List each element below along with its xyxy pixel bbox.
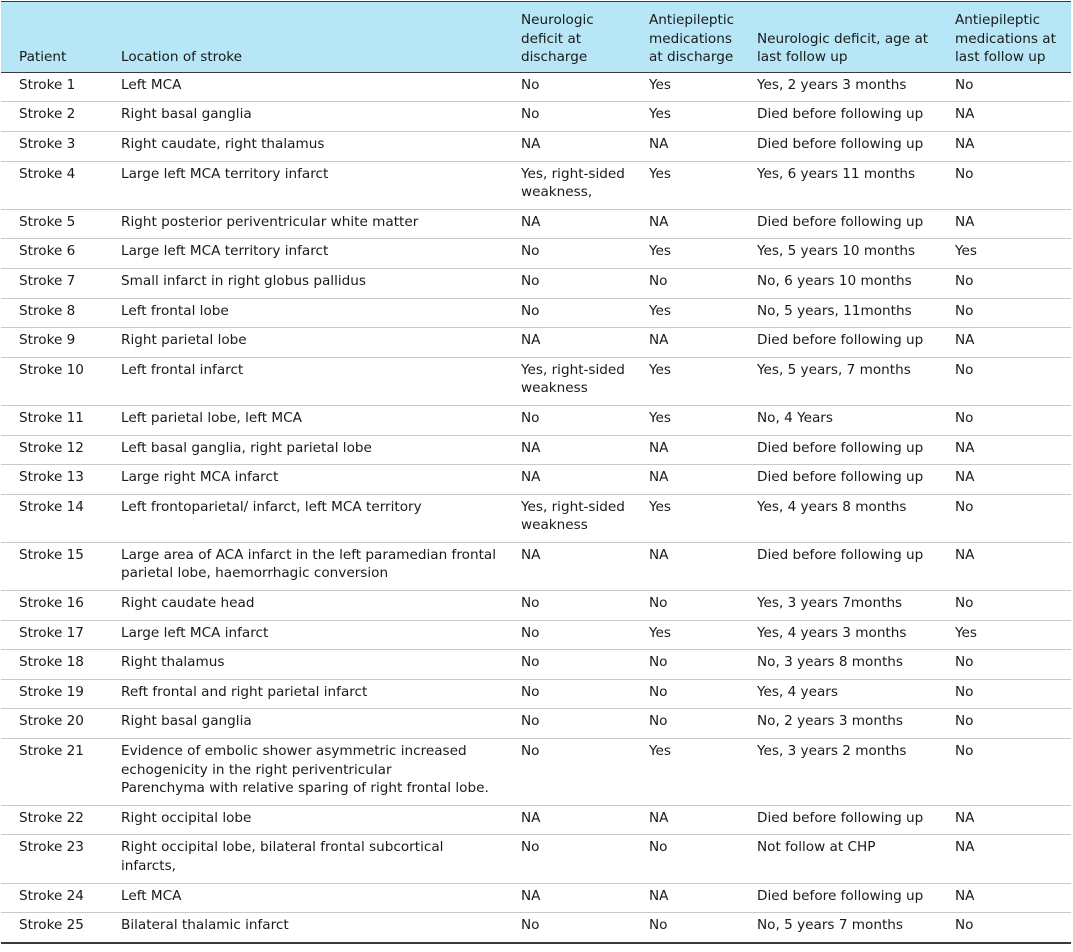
meds-followup-cell: NA — [938, 131, 1071, 161]
location-cell: Small infarct in right globus pallidus — [103, 268, 503, 298]
meds-followup-cell: No — [938, 268, 1071, 298]
meds-followup-cell: No — [938, 72, 1071, 102]
deficit-discharge-cell: No — [503, 835, 631, 883]
table-row — [1, 435, 1071, 465]
deficit-followup-cell: Yes, 4 years 8 months — [739, 494, 938, 542]
deficit-discharge-cell: NA — [503, 805, 631, 835]
deficit-followup-cell: Died before following up — [739, 435, 938, 465]
meds-discharge-cell: No — [631, 268, 739, 298]
deficit-discharge-cell: Yes, right-sided weakness, — [503, 161, 631, 209]
meds-followup-cell: No — [938, 709, 1071, 739]
location-cell: Large area of ACA infarct in the left paramedian frontal parietal lobe, haemorrhagic conversion — [103, 542, 503, 590]
location-cell: Right basal ganglia — [103, 709, 503, 739]
header-neurologic-deficit-last-follow-up: Neurologic deficit, age at last follow up — [739, 2, 938, 73]
deficit-discharge-cell: No — [503, 620, 631, 650]
patient-cell: Stroke 6 — [1, 239, 103, 269]
patient-cell: Stroke 1 — [1, 72, 103, 102]
patient-cell: Stroke 16 — [1, 591, 103, 621]
table-row — [1, 739, 1071, 806]
table-row — [1, 268, 1071, 298]
location-cell: Left parietal lobe, left MCA — [103, 405, 503, 435]
location-cell: Right caudate head — [103, 591, 503, 621]
deficit-followup-cell: No, 5 years, 11months — [739, 298, 938, 328]
meds-discharge-cell: NA — [631, 131, 739, 161]
meds-discharge-cell: Yes — [631, 161, 739, 209]
deficit-followup-cell: Died before following up — [739, 328, 938, 358]
table-row — [1, 298, 1071, 328]
table-row — [1, 102, 1071, 132]
deficit-discharge-cell: NA — [503, 435, 631, 465]
table-row — [1, 542, 1071, 590]
patient-cell: Stroke 12 — [1, 435, 103, 465]
table-header — [1, 2, 1071, 73]
deficit-discharge-cell: No — [503, 739, 631, 806]
meds-followup-cell: NA — [938, 209, 1071, 239]
meds-discharge-cell: No — [631, 650, 739, 680]
patient-cell: Stroke 15 — [1, 542, 103, 590]
meds-discharge-cell: NA — [631, 805, 739, 835]
deficit-discharge-cell: No — [503, 72, 631, 102]
deficit-discharge-cell: NA — [503, 542, 631, 590]
deficit-discharge-cell: No — [503, 591, 631, 621]
patient-cell: Stroke 18 — [1, 650, 103, 680]
location-cell: Right posterior periventricular white matter — [103, 209, 503, 239]
table-body — [1, 72, 1071, 943]
location-cell: Large left MCA infarct — [103, 620, 503, 650]
patient-cell: Stroke 13 — [1, 465, 103, 495]
patient-cell: Stroke 21 — [1, 739, 103, 806]
location-cell: Large right MCA infarct — [103, 465, 503, 495]
meds-discharge-cell: Yes — [631, 494, 739, 542]
patient-cell: Stroke 23 — [1, 835, 103, 883]
meds-followup-cell: NA — [938, 102, 1071, 132]
deficit-followup-cell: Yes, 5 years 10 months — [739, 239, 938, 269]
location-cell: Left frontal lobe — [103, 298, 503, 328]
meds-followup-cell: No — [938, 494, 1071, 542]
location-cell: Right caudate, right thalamus — [103, 131, 503, 161]
table-row — [1, 913, 1071, 943]
deficit-followup-cell: Died before following up — [739, 883, 938, 913]
deficit-followup-cell: No, 5 years 7 months — [739, 913, 938, 943]
meds-discharge-cell: Yes — [631, 239, 739, 269]
meds-followup-cell: NA — [938, 435, 1071, 465]
table-row — [1, 835, 1071, 883]
meds-discharge-cell: No — [631, 679, 739, 709]
patient-cell: Stroke 2 — [1, 102, 103, 132]
table-row — [1, 465, 1071, 495]
meds-followup-cell: No — [938, 161, 1071, 209]
header-antiepileptic-medications-at-discharge: Antiepileptic medications at discharge — [631, 2, 739, 73]
meds-discharge-cell: Yes — [631, 405, 739, 435]
meds-followup-cell: No — [938, 739, 1071, 806]
meds-followup-cell: No — [938, 357, 1071, 405]
table-row — [1, 591, 1071, 621]
patient-cell: Stroke 11 — [1, 405, 103, 435]
table-row — [1, 72, 1071, 102]
patient-cell: Stroke 22 — [1, 805, 103, 835]
meds-followup-cell: No — [938, 679, 1071, 709]
deficit-discharge-cell: NA — [503, 209, 631, 239]
location-cell: Right occipital lobe, bilateral frontal subcortical infarcts, — [103, 835, 503, 883]
meds-discharge-cell: Yes — [631, 620, 739, 650]
patient-cell: Stroke 17 — [1, 620, 103, 650]
meds-followup-cell: No — [938, 650, 1071, 680]
patient-cell: Stroke 9 — [1, 328, 103, 358]
deficit-followup-cell: Died before following up — [739, 131, 938, 161]
stroke-outcomes-table — [1, 1, 1071, 944]
meds-followup-cell: Yes — [938, 239, 1071, 269]
meds-discharge-cell: NA — [631, 328, 739, 358]
deficit-discharge-cell: No — [503, 298, 631, 328]
patient-cell: Stroke 4 — [1, 161, 103, 209]
table-row — [1, 357, 1071, 405]
location-cell: Right parietal lobe — [103, 328, 503, 358]
header-neurologic-deficit-at-discharge: Neurologic deficit at discharge — [503, 2, 631, 73]
meds-followup-cell: NA — [938, 835, 1071, 883]
meds-followup-cell: NA — [938, 883, 1071, 913]
patient-cell: Stroke 20 — [1, 709, 103, 739]
deficit-discharge-cell: No — [503, 913, 631, 943]
meds-discharge-cell: No — [631, 709, 739, 739]
meds-discharge-cell: No — [631, 591, 739, 621]
meds-discharge-cell: NA — [631, 209, 739, 239]
meds-followup-cell: NA — [938, 465, 1071, 495]
table-row — [1, 131, 1071, 161]
meds-discharge-cell: NA — [631, 435, 739, 465]
table-row — [1, 620, 1071, 650]
meds-discharge-cell: Yes — [631, 739, 739, 806]
deficit-discharge-cell: No — [503, 405, 631, 435]
location-cell: Right occipital lobe — [103, 805, 503, 835]
meds-followup-cell: No — [938, 591, 1071, 621]
deficit-followup-cell: No, 6 years 10 months — [739, 268, 938, 298]
deficit-discharge-cell: No — [503, 709, 631, 739]
patient-cell: Stroke 24 — [1, 883, 103, 913]
deficit-followup-cell: Died before following up — [739, 209, 938, 239]
location-cell: Reft frontal and right parietal infarct — [103, 679, 503, 709]
table-row — [1, 679, 1071, 709]
header-patient: Patient — [1, 2, 103, 73]
patient-cell: Stroke 14 — [1, 494, 103, 542]
table-row — [1, 494, 1071, 542]
deficit-followup-cell: Yes, 3 years 7months — [739, 591, 938, 621]
patient-cell: Stroke 10 — [1, 357, 103, 405]
patient-cell: Stroke 19 — [1, 679, 103, 709]
meds-followup-cell: No — [938, 298, 1071, 328]
meds-discharge-cell: NA — [631, 542, 739, 590]
deficit-discharge-cell: No — [503, 679, 631, 709]
table-row — [1, 328, 1071, 358]
meds-discharge-cell: No — [631, 913, 739, 943]
header-antiepileptic-medications-last-follow-up: Antiepileptic medications at last follow up — [938, 2, 1071, 73]
deficit-followup-cell: Yes, 6 years 11 months — [739, 161, 938, 209]
deficit-discharge-cell: NA — [503, 328, 631, 358]
table-row — [1, 709, 1071, 739]
table-row — [1, 883, 1071, 913]
patient-cell: Stroke 3 — [1, 131, 103, 161]
table-row — [1, 161, 1071, 209]
deficit-followup-cell: No, 3 years 8 months — [739, 650, 938, 680]
meds-followup-cell: NA — [938, 542, 1071, 590]
location-cell: Right basal ganglia — [103, 102, 503, 132]
deficit-followup-cell: No, 4 Years — [739, 405, 938, 435]
table-row — [1, 405, 1071, 435]
meds-discharge-cell: Yes — [631, 298, 739, 328]
location-cell: Right thalamus — [103, 650, 503, 680]
table-row — [1, 239, 1071, 269]
meds-followup-cell: Yes — [938, 620, 1071, 650]
deficit-discharge-cell: No — [503, 268, 631, 298]
deficit-followup-cell: Died before following up — [739, 465, 938, 495]
meds-followup-cell: No — [938, 405, 1071, 435]
location-cell: Left MCA — [103, 883, 503, 913]
header-row — [1, 2, 1071, 73]
meds-followup-cell: No — [938, 913, 1071, 943]
location-cell: Large left MCA territory infarct — [103, 161, 503, 209]
deficit-followup-cell: Died before following up — [739, 805, 938, 835]
deficit-discharge-cell: Yes, right-sided weakness — [503, 494, 631, 542]
deficit-discharge-cell: NA — [503, 883, 631, 913]
deficit-followup-cell: No, 2 years 3 months — [739, 709, 938, 739]
location-cell: Evidence of embolic shower asymmetric increased echogenicity in the right periventricular Parenchyma with relative sparing of right frontal lobe. — [103, 739, 503, 806]
deficit-followup-cell: Yes, 4 years — [739, 679, 938, 709]
deficit-followup-cell: Yes, 2 years 3 months — [739, 72, 938, 102]
deficit-discharge-cell: Yes, right-sided weakness — [503, 357, 631, 405]
deficit-discharge-cell: No — [503, 102, 631, 132]
patient-cell: Stroke 7 — [1, 268, 103, 298]
location-cell: Left basal ganglia, right parietal lobe — [103, 435, 503, 465]
location-cell: Bilateral thalamic infarct — [103, 913, 503, 943]
table-container — [1, 1, 1072, 944]
table-row — [1, 805, 1071, 835]
location-cell: Large left MCA territory infarct — [103, 239, 503, 269]
patient-cell: Stroke 25 — [1, 913, 103, 943]
deficit-followup-cell: Died before following up — [739, 102, 938, 132]
deficit-followup-cell: Yes, 3 years 2 months — [739, 739, 938, 806]
meds-followup-cell: NA — [938, 328, 1071, 358]
header-location-of-stroke: Location of stroke — [103, 2, 503, 73]
deficit-discharge-cell: NA — [503, 465, 631, 495]
patient-cell: Stroke 5 — [1, 209, 103, 239]
meds-followup-cell: NA — [938, 805, 1071, 835]
meds-discharge-cell: Yes — [631, 357, 739, 405]
table-row — [1, 209, 1071, 239]
meds-discharge-cell: Yes — [631, 102, 739, 132]
meds-discharge-cell: NA — [631, 883, 739, 913]
deficit-followup-cell: Not follow at CHP — [739, 835, 938, 883]
meds-discharge-cell: NA — [631, 465, 739, 495]
deficit-discharge-cell: NA — [503, 131, 631, 161]
deficit-followup-cell: Yes, 4 years 3 months — [739, 620, 938, 650]
deficit-followup-cell: Yes, 5 years, 7 months — [739, 357, 938, 405]
deficit-discharge-cell: No — [503, 239, 631, 269]
meds-discharge-cell: No — [631, 835, 739, 883]
location-cell: Left MCA — [103, 72, 503, 102]
table-row — [1, 650, 1071, 680]
deficit-followup-cell: Died before following up — [739, 542, 938, 590]
deficit-discharge-cell: No — [503, 650, 631, 680]
patient-cell: Stroke 8 — [1, 298, 103, 328]
location-cell: Left frontal infarct — [103, 357, 503, 405]
meds-discharge-cell: Yes — [631, 72, 739, 102]
location-cell: Left frontoparietal/ infarct, left MCA territory — [103, 494, 503, 542]
